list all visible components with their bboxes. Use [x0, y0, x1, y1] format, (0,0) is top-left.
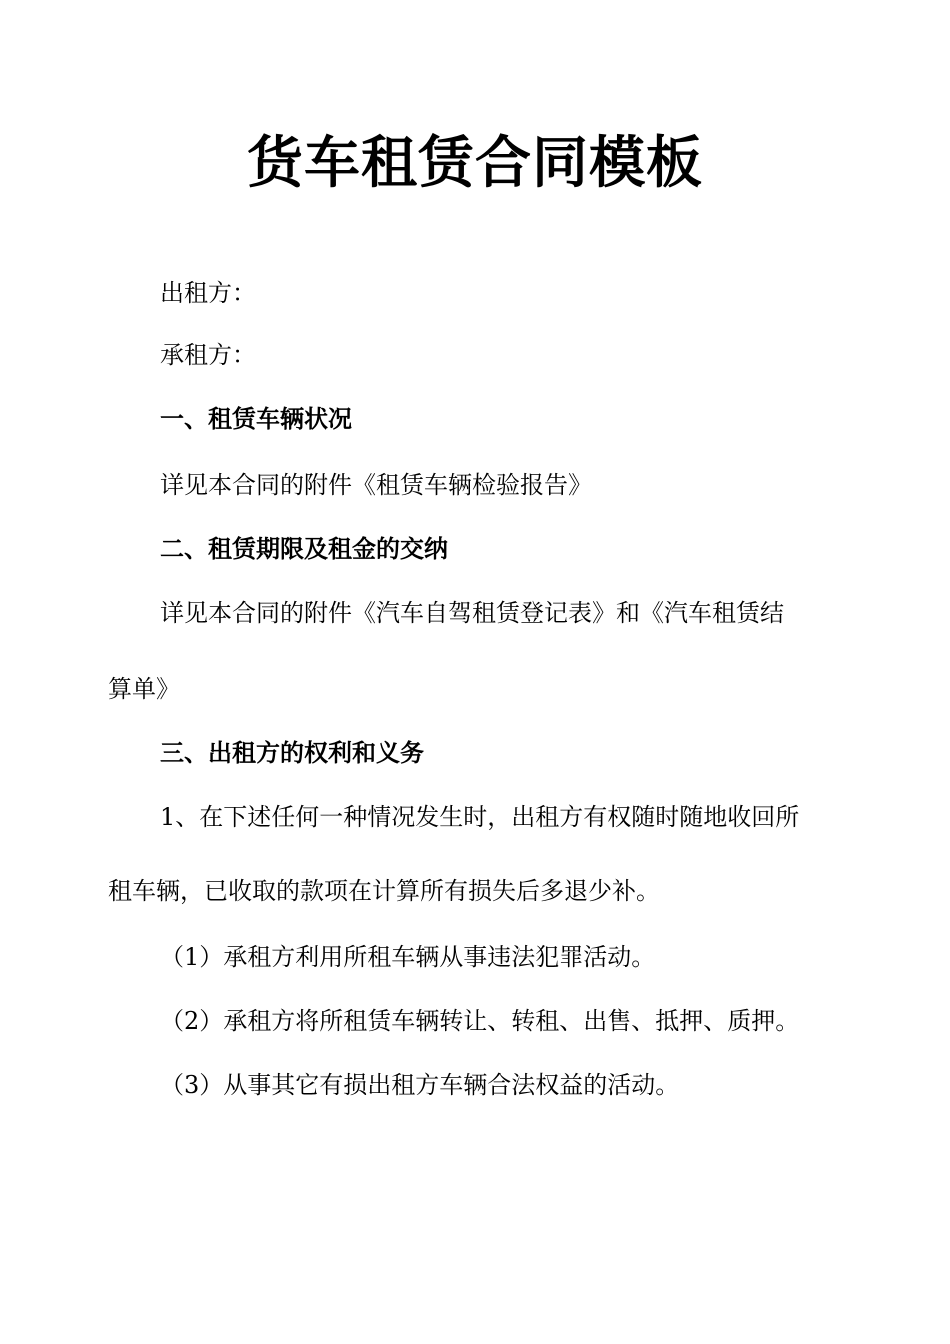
- section-1-heading: 一、租赁车辆状况: [160, 405, 352, 433]
- section-2-heading: 二、租赁期限及租金的交纳: [160, 535, 448, 563]
- section-1-body: 详见本合同的附件《租赁车辆检验报告》: [160, 471, 592, 499]
- section-3-item-1-line-1: 1、在下述任何一种情况发生时，出租方有权随时随地收回所: [160, 803, 800, 831]
- sub-item-1: （1）承租方利用所租车辆从事违法犯罪活动。: [160, 943, 656, 971]
- section-2-body-line-2: 算单》: [108, 675, 180, 703]
- sub-item-3: （3）从事其它有损出租方车辆合法权益的活动。: [160, 1071, 680, 1099]
- section-3-heading: 三、出租方的权利和义务: [160, 739, 424, 767]
- document-title: 货车租赁合同模板: [247, 131, 703, 196]
- lessee-label: 承租方：: [160, 341, 256, 369]
- section-3-item-1-line-2: 租车辆，已收取的款项在计算所有损失后多退少补。: [108, 877, 660, 905]
- section-2-body-line-1: 详见本合同的附件《汽车自驾租赁登记表》和《汽车租赁结: [160, 599, 784, 627]
- lessor-label: 出租方：: [160, 279, 256, 307]
- sub-item-2: （2）承租方将所租赁车辆转让、转租、出售、抵押、质押。: [160, 1007, 800, 1035]
